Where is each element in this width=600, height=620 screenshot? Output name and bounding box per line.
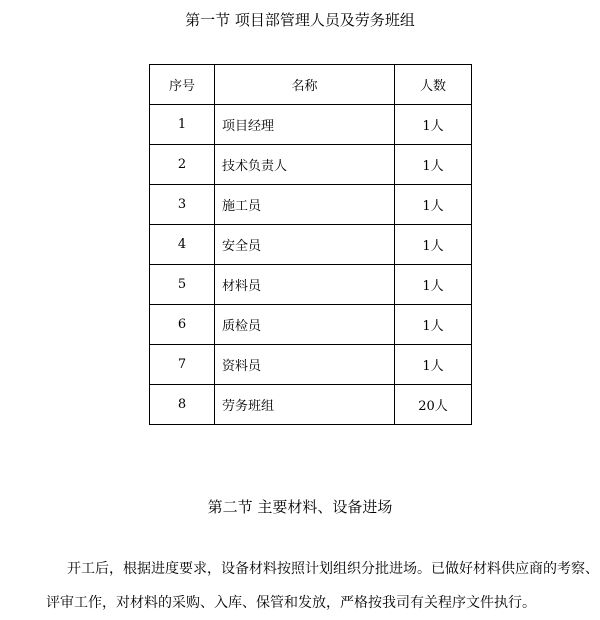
row-count: 20人 xyxy=(395,385,472,425)
row-count: 1人 xyxy=(395,225,472,265)
table-row xyxy=(150,225,472,265)
table-row xyxy=(150,145,472,185)
paragraph-line-2: 评审工作，对材料的采购、入库、保管和发放，严格按我司有关程序文件执行。 xyxy=(46,595,536,611)
table-row xyxy=(150,345,472,385)
row-seq-no: 1 xyxy=(150,105,215,145)
table-row xyxy=(150,105,472,145)
row-seq-no: 8 xyxy=(150,385,215,425)
row-name: 材料员 xyxy=(215,265,395,305)
row-seq-no: 6 xyxy=(150,305,215,345)
row-count: 1人 xyxy=(395,145,472,185)
row-count: 1人 xyxy=(395,345,472,385)
header-seq-no: 序号 xyxy=(150,65,215,105)
table-header-row xyxy=(150,65,472,105)
row-seq-no: 7 xyxy=(150,345,215,385)
table-row xyxy=(150,385,472,425)
row-name: 资料员 xyxy=(215,345,395,385)
row-seq-no: 2 xyxy=(150,145,215,185)
row-seq-no: 4 xyxy=(150,225,215,265)
row-name: 安全员 xyxy=(215,225,395,265)
paragraph-line-1: 开工后，根据进度要求，设备材料按照计划组织分批进场。已做好材料供应商的考察、 xyxy=(67,561,599,577)
header-name: 名称 xyxy=(215,65,395,105)
row-name: 施工员 xyxy=(215,185,395,225)
header-count: 人数 xyxy=(395,65,472,105)
row-name: 劳务班组 xyxy=(215,385,395,425)
table-row xyxy=(150,185,472,225)
table-row xyxy=(150,305,472,345)
row-count: 1人 xyxy=(395,265,472,305)
section-title-staff: 第一节 项目部管理人员及劳务班组 xyxy=(185,11,415,29)
row-name: 项目经理 xyxy=(215,105,395,145)
row-seq-no: 3 xyxy=(150,185,215,225)
row-name: 质检员 xyxy=(215,305,395,345)
row-count: 1人 xyxy=(395,305,472,345)
row-name: 技术负责人 xyxy=(215,145,395,185)
row-count: 1人 xyxy=(395,185,472,225)
table-row xyxy=(150,265,472,305)
staff-table xyxy=(149,64,472,425)
section-title-materials: 第二节 主要材料、设备进场 xyxy=(207,498,393,516)
row-count: 1人 xyxy=(395,105,472,145)
row-seq-no: 5 xyxy=(150,265,215,305)
